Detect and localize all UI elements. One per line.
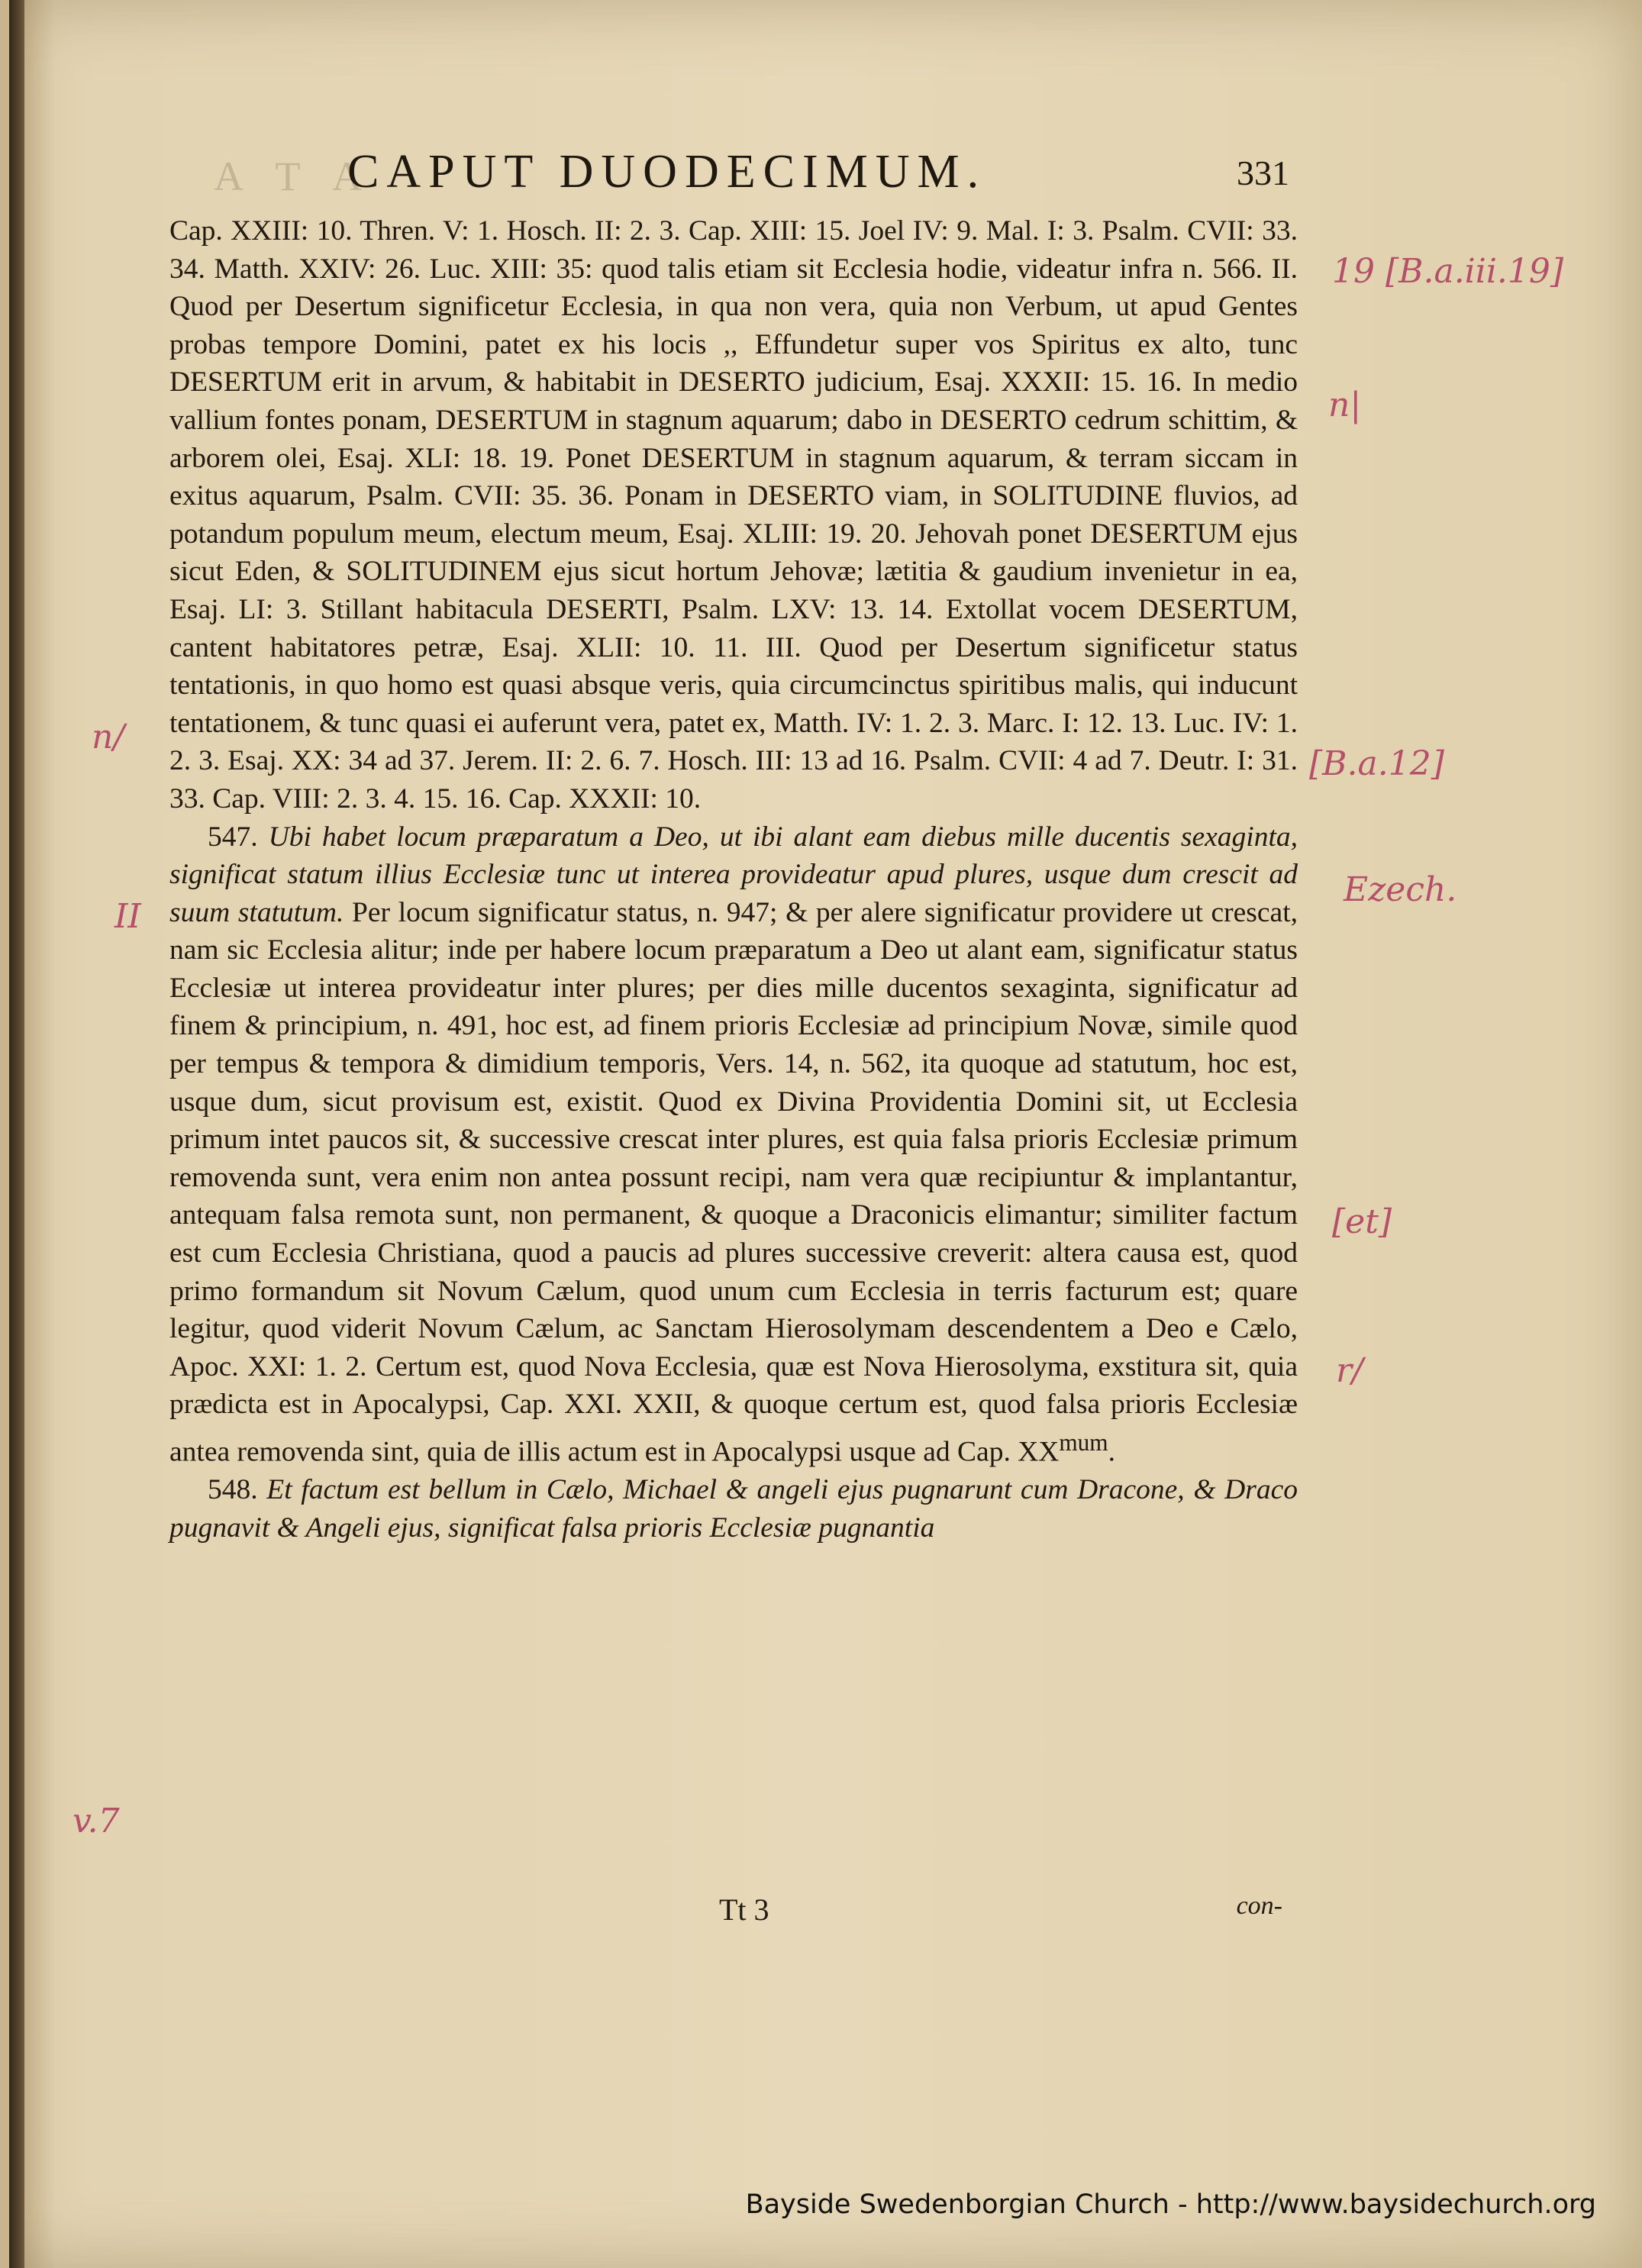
book-spine [9, 0, 24, 2268]
signature-mark: Tt 3 [719, 1892, 769, 1927]
paragraph-lemma: Et factum est bellum in Cælo, Michael & angeli ejus pugnarunt cum Dracone, & Draco pugnavit & Angeli ejus, significat falsa prioris Ecclesiæ pugnantia [169, 1474, 1298, 1544]
paragraph-lemma: Ubi habet locum præparatum a Deo, ut ibi alant eam diebus mille ducentis sexaginta, significat statum illius Ecclesiæ tunc ut interea provideatur apud plures, usque dum crescit ad suum statutum. [169, 821, 1298, 928]
paragraph-number: 548. [208, 1474, 258, 1506]
margin-note: [et] [1332, 1202, 1392, 1241]
page-number: 331 [1237, 153, 1289, 192]
margin-note: Ezech. [1344, 870, 1457, 909]
margin-note: [B.a.12] [1309, 744, 1444, 783]
margin-note: n| [1328, 386, 1362, 424]
body-text [169, 212, 1298, 1547]
paragraph-text: Per locum significatur status, n. 947; & per alere significatur providere ut crescat, nam sic Ecclesia alitur; inde per habere locum præparatum a Deo ut alant eam, significatur status Ecclesiæ ut interea provideatur inter plures; per dies mille ducentos sexaginta, significatur ad finem & principium, n. 491, hoc est, ad finem prioris Ecclesiæ ad principium Novæ, simile quod per tempus & tempora & dimidium temporis, Vers. 14, n. 562, ita quoque ad statutum, hoc est, usque dum, sicut provisum est, existit. Quod ex Divina Providentia Domini sit, ut Ecclesia primum intet paucos sit, & successive crescat inter plures, est quia falsa prioris Ecclesiæ primum removenda sunt, vera enim non antea possunt recipi, nam vera quæ recipiuntur & implantantur, antequam falsa remota sunt, non permanent, & quoque a Draconicis elimantur; similiter factum est cum Ecclesia Christiana, quod a paucis ad plures successive creverit: altera causa est, quod primo formandum sit Novum Cælum, quod unum cum Ecclesia in terris facturum est; quare legitur, quod viderit Novum Cælum, ac Sanctam Hierosolymam descendentem a Deo e Cælo, Apoc. XXI: 1. 2. Certum est, quod Nova Ecclesia, quæ est Nova Hierosolyma, exstitura sit, quia prædicta est in Apocalypsi, Cap. XXI. XXII, & quoque certum est, quod falsa prioris Ecclesiæ antea removenda sint, quia de illis actum est in Apocalypsi usque ad Cap. XX [169, 896, 1298, 1468]
running-header [160, 145, 1305, 214]
margin-note: 19 [B.a.iii.19] [1332, 252, 1564, 291]
page-footer [169, 1892, 1298, 1930]
catchword: con- [1236, 1892, 1282, 1920]
margin-note: r/ [1336, 1351, 1363, 1390]
paragraph-number: 547. [208, 821, 258, 853]
paragraph-continued: Cap. XXIII: 10. Thren. V: 1. Hosch. II: 2. 3. Cap. XIII: 15. Joel IV: 9. Mal. I: 3. Psalm. CVII: 33. 34. Matth. XXIV: 26. Luc. XIII: 35: quod talis etiam sit Ecclesia hodie, videatur infra n. 566. II. Quod per Desertum significetur Ecclesia, in qua non vera, quia non Verbum, ut apud Gentes probas tempore Domini, patet ex his locis ,, Effundetur super vos Spiritus ex alto, tunc DESERTUM erit in arvum, & habitabit in DESERTO judicium, Esaj. XXXII: 15. 16. In medio vallium fontes ponam, DESERTUM in stagnum aquarum; dabo in DESERTO cedrum schittim, & arborem olei, Esaj. XLI: 18. 19. Ponet DESERTUM in stagnum aquarum, & terram siccam in exitus aquarum, Psalm. CVII: 35. 36. Ponam in DESERTO viam, in SOLITUDINE fluvios, ad potandum populum meum, electum meum, Esaj. XLIII: 19. 20. Jehovah ponet DESERTUM ejus sicut Eden, & SOLITUDINEM ejus sicut hortum Jehovæ; lætitia & gaudium invenietur in ea, Esaj. LI: 3. Stillant habitacula DESERTI, Psalm. LXV: 13. 14. Extollat vocem DESERTUM, cantent habitatores petræ, Esaj. XLII: 10. 11. III. Quod per Desertum significetur status tentationis, in quo homo est quasi absque veris, quia circumcinctus spiritibus malis, qui inducunt tentationem, & tunc quasi ei auferunt vera, patet ex, Matth. IV: 1. 2. 3. Marc. I: 12. 13. Luc. IV: 1. 2. 3. Esaj. XX: 34 ad 37. Jerem. II: 2. 6. 7. Hosch. III: 13 ad 16. Psalm. CVII: 4 ad 7. Deutr. I: 31. 33. Cap. VIII: 2. 3. 4. 15. 16. Cap. XXXII: 10. [169, 215, 1298, 815]
margin-note: II [115, 897, 141, 936]
paragraph-547 [169, 818, 1298, 1472]
page-title: CAPUT DUODECIMUM. [347, 146, 987, 198]
paragraph-548 [169, 1471, 1298, 1547]
margin-note: n/ [92, 718, 125, 757]
margin-note: v.7 [73, 1802, 120, 1841]
superscript: mum [1059, 1429, 1108, 1456]
bleed-through-text: A T A [214, 153, 375, 199]
paragraph-end: . [1108, 1436, 1115, 1468]
website-banner: Bayside Swedenborgian Church - http://www.baysidechurch.org [745, 2189, 1596, 2220]
